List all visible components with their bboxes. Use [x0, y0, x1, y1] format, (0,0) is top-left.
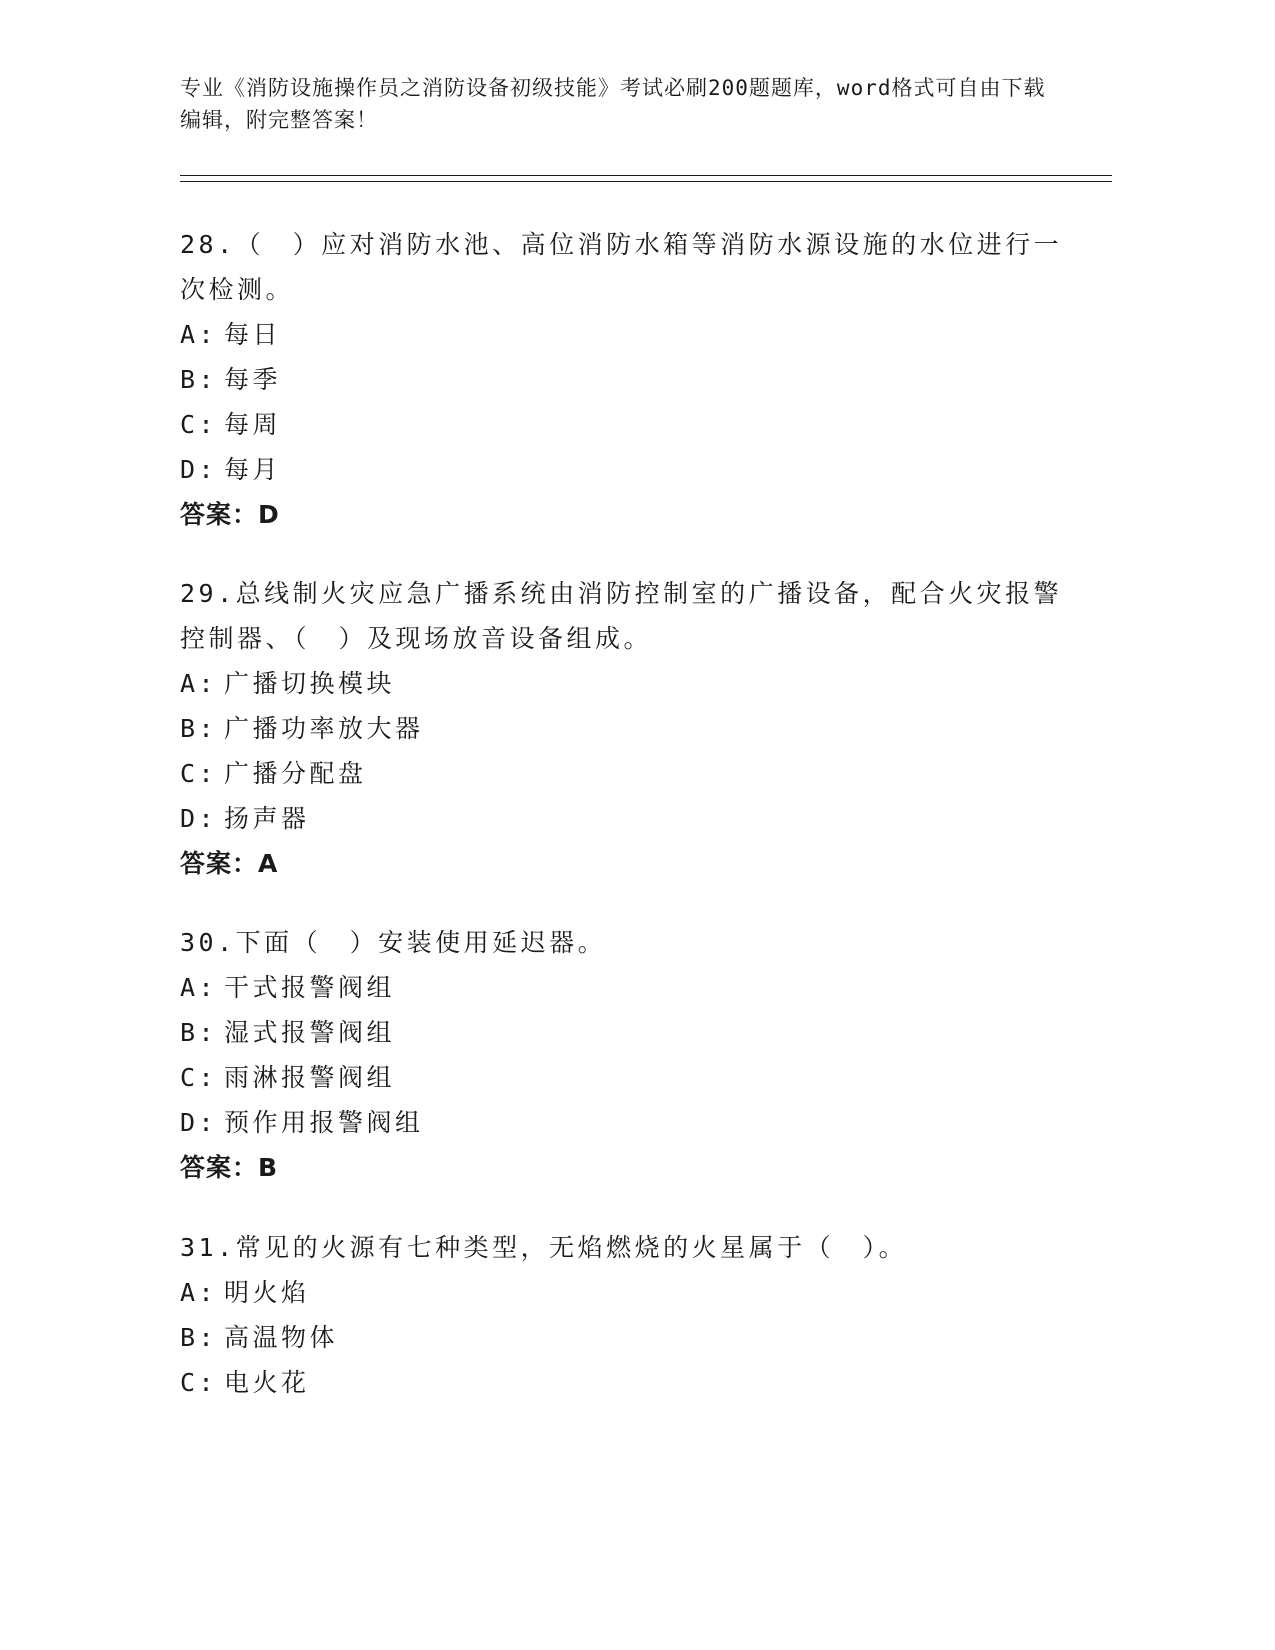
header-divider-bottom [180, 181, 1112, 182]
option-d [180, 447, 1080, 492]
option-text: 广播分配盘 [224, 759, 367, 788]
option-letter: B: [180, 1323, 218, 1352]
question-text: 28.（ ）应对消防水池、高位消防水箱等消防水源设施的水位进行一次检测。 [180, 230, 1063, 304]
option-letter: B: [180, 365, 218, 394]
answer-line: 答案：A [180, 849, 279, 878]
option-text: 雨淋报警阀组 [224, 1063, 396, 1092]
option-letter: A: [180, 973, 218, 1002]
option-letter: B: [180, 1018, 218, 1047]
option-text: 高温物体 [224, 1323, 339, 1352]
answer-line: 答案：B [180, 1153, 279, 1182]
option-a [180, 965, 1080, 1010]
option-c [180, 751, 1080, 796]
option-text: 每周 [224, 410, 282, 439]
option-letter: A: [180, 669, 218, 698]
option-text: 每季 [224, 365, 282, 394]
option-b [180, 357, 1080, 402]
option-text: 预作用报警阀组 [224, 1108, 424, 1137]
question-text: 31.常见的火源有七种类型，无焰燃烧的火星属于（ ）。 [180, 1233, 908, 1262]
option-text: 每日 [224, 320, 282, 349]
option-c [180, 1055, 1080, 1100]
document-header: 专业《消防设施操作员之消防设备初级技能》考试必刷200题题库，word格式可自由下载编辑，附完整答案！ [180, 76, 1046, 132]
question-30 [180, 920, 1080, 1190]
option-letter: D: [180, 1108, 218, 1137]
question-text: 29.总线制火灾应急广播系统由消防控制室的广播设备，配合火灾报警控制器、（ ）及现场放音设备组成。 [180, 579, 1063, 653]
question-29 [180, 571, 1080, 886]
option-c [180, 1360, 1080, 1405]
question-text: 30.下面（ ）安装使用延迟器。 [180, 928, 607, 957]
option-d [180, 796, 1080, 841]
option-a [180, 1270, 1080, 1315]
option-text: 扬声器 [224, 804, 310, 833]
question-31 [180, 1225, 1080, 1405]
question-28 [180, 222, 1080, 537]
option-letter: C: [180, 1368, 218, 1397]
option-b [180, 706, 1080, 751]
option-c [180, 402, 1080, 447]
option-text: 湿式报警阀组 [224, 1018, 396, 1047]
option-text: 电火花 [224, 1368, 310, 1397]
option-letter: D: [180, 455, 218, 484]
option-a [180, 661, 1080, 706]
option-letter: C: [180, 1063, 218, 1092]
header-divider-top [180, 175, 1112, 176]
option-b [180, 1010, 1080, 1055]
option-text: 干式报警阀组 [224, 973, 396, 1002]
option-letter: B: [180, 714, 218, 743]
option-letter: C: [180, 759, 218, 788]
option-letter: C: [180, 410, 218, 439]
option-text: 每月 [224, 455, 282, 484]
option-letter: A: [180, 320, 218, 349]
option-text: 明火焰 [224, 1278, 310, 1307]
option-text: 广播功率放大器 [224, 714, 424, 743]
option-d [180, 1100, 1080, 1145]
option-a [180, 312, 1080, 357]
option-letter: A: [180, 1278, 218, 1307]
option-letter: D: [180, 804, 218, 833]
option-text: 广播切换模块 [224, 669, 396, 698]
answer-line: 答案：D [180, 500, 280, 529]
option-b [180, 1315, 1080, 1360]
